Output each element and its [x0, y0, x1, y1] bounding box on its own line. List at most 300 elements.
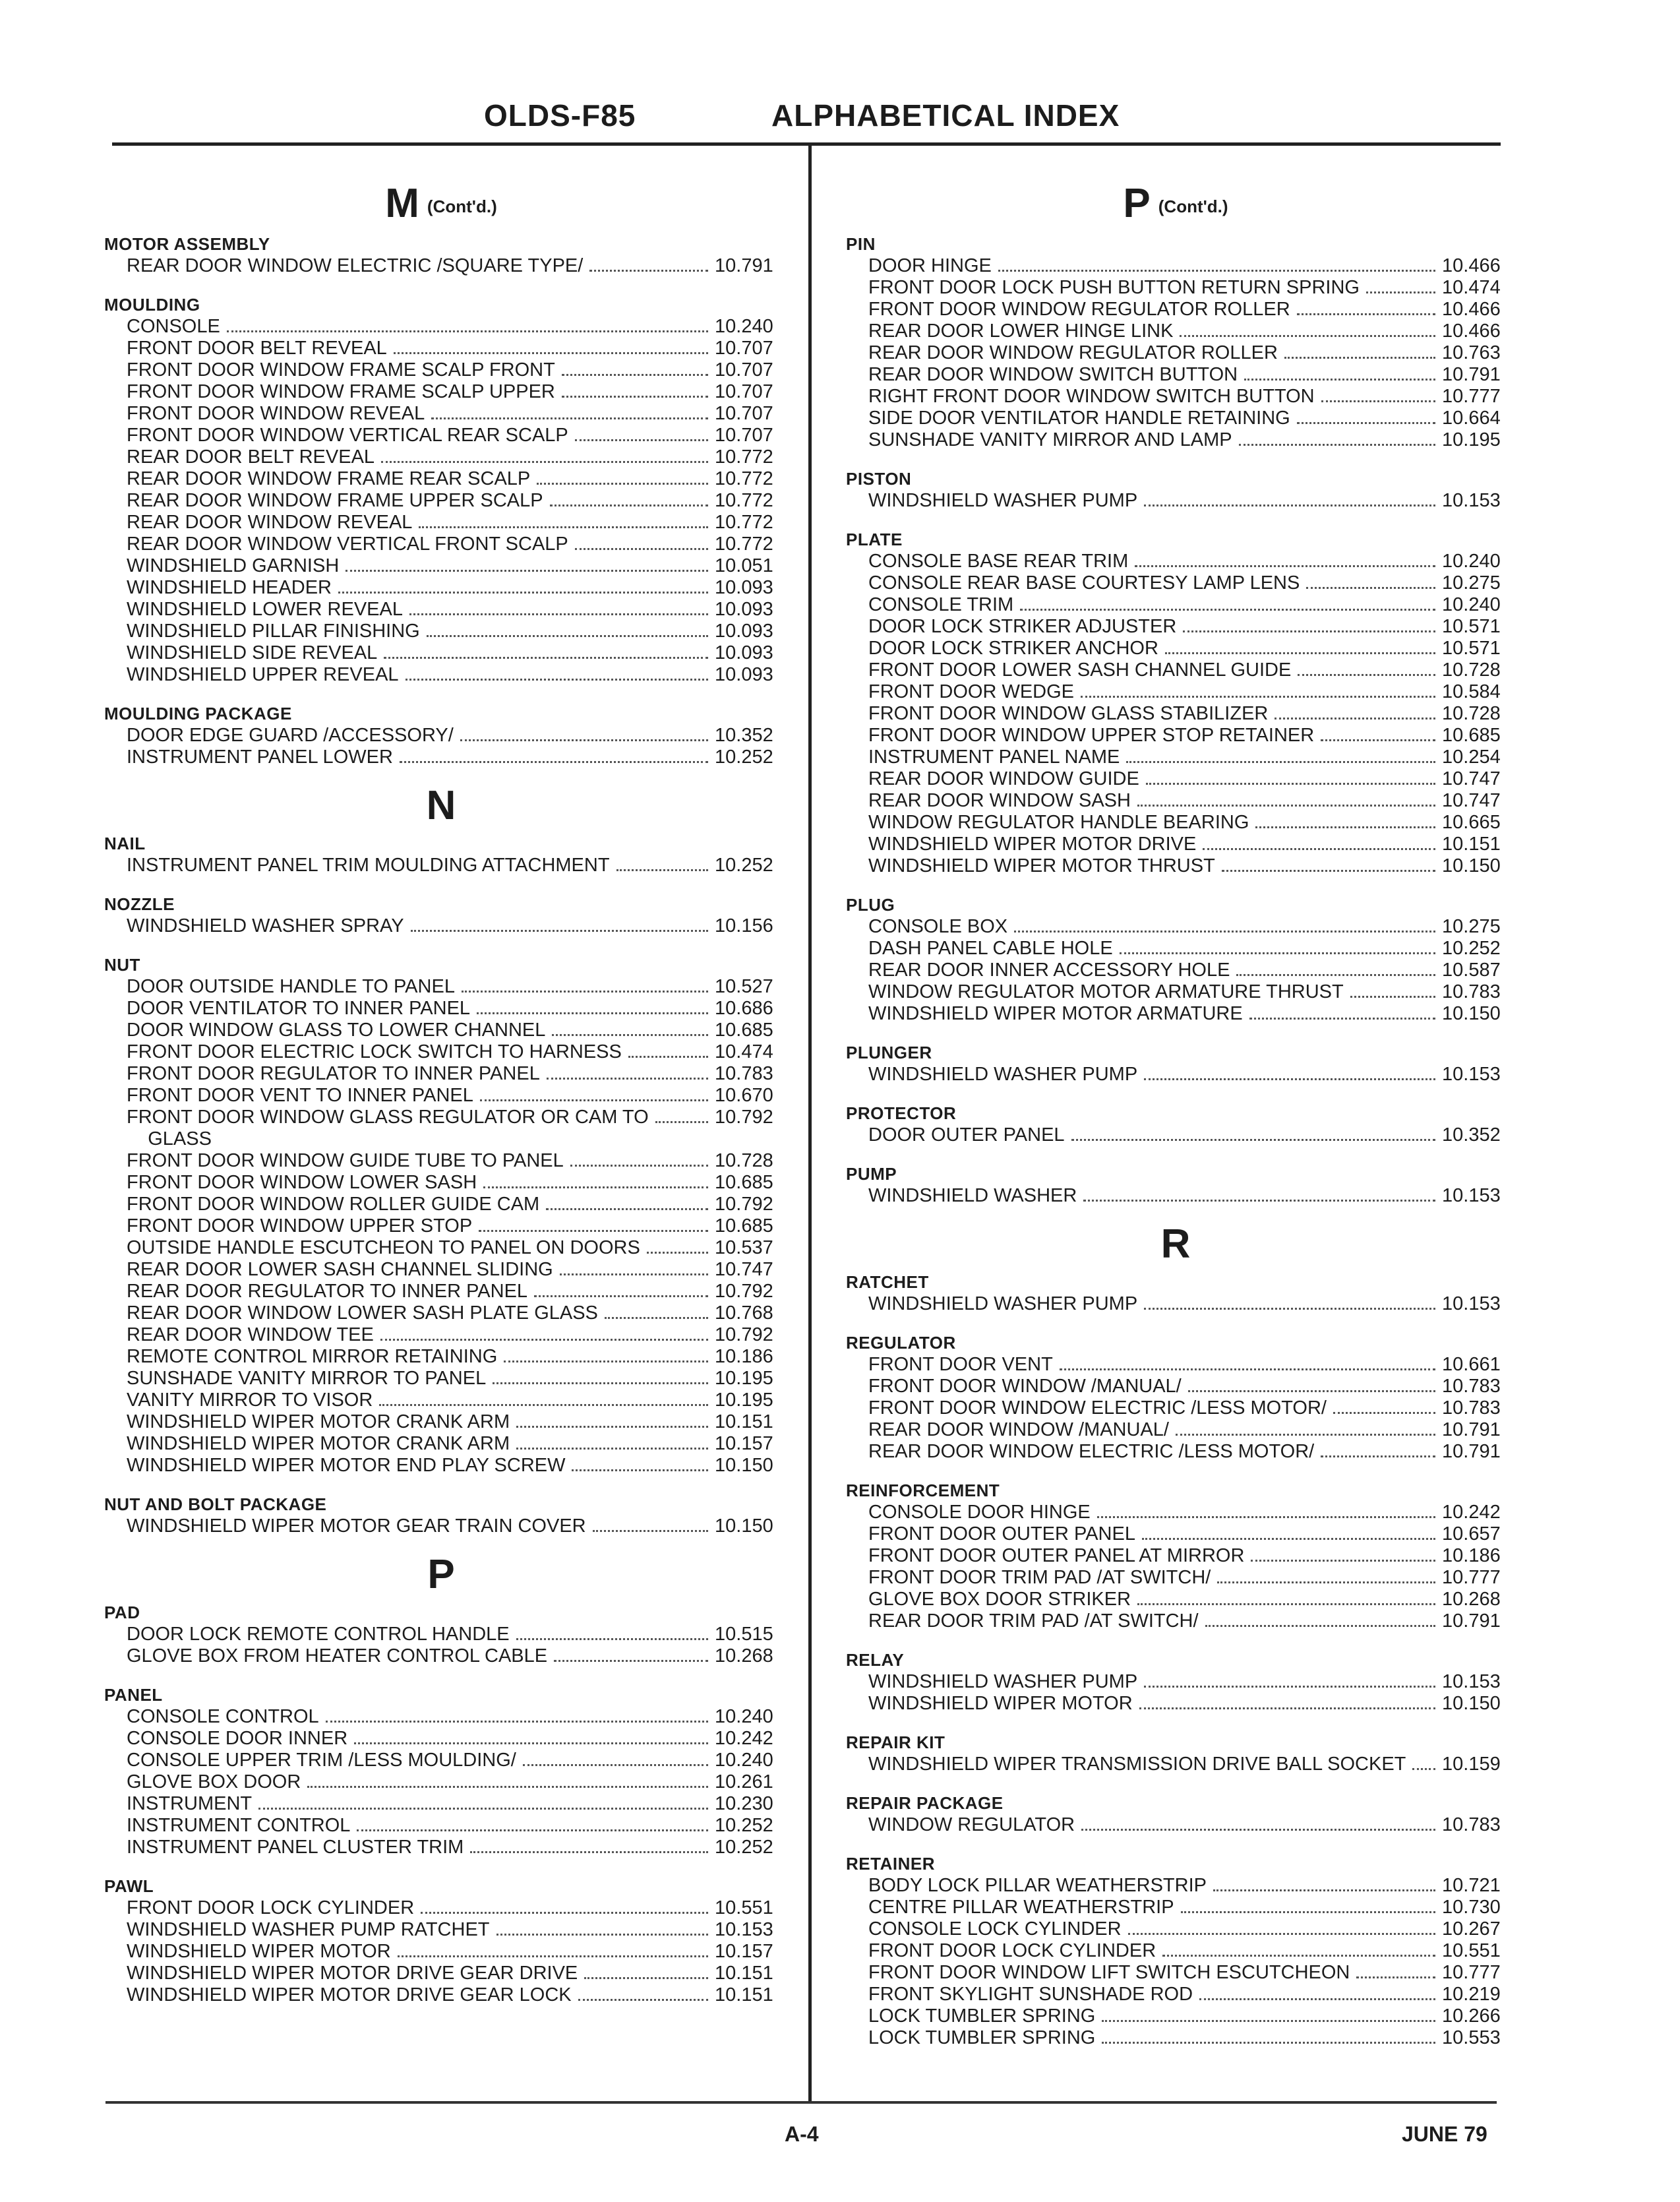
- dot-leader: [1188, 1390, 1435, 1392]
- dot-leader: [1213, 1889, 1435, 1891]
- index-group: [104, 833, 778, 876]
- entry-label: REAR DOOR LOWER SASH CHANNEL SLIDING: [127, 1258, 553, 1280]
- index-entry: [846, 1984, 1505, 2005]
- entry-page: 10.352: [1442, 1124, 1501, 1146]
- entry-label: INSTRUMENT PANEL CLUSTER TRIM: [127, 1836, 464, 1858]
- index-entry: [846, 408, 1505, 429]
- entry-label: WINDSHIELD SIDE REVEAL: [127, 642, 378, 663]
- entry-label: INSTRUMENT PANEL LOWER: [127, 746, 393, 768]
- entry-label: REAR DOOR WINDOW /MANUAL/: [868, 1419, 1169, 1440]
- entry-page: 10.783: [1442, 981, 1501, 1002]
- index-entry: [846, 981, 1505, 1003]
- index-entry: [846, 1693, 1505, 1715]
- entry-label: GLOVE BOX DOOR: [127, 1771, 301, 1792]
- entry-page: 10.728: [1442, 659, 1501, 681]
- index-entry: [104, 1837, 778, 1858]
- index-entry: [104, 855, 778, 876]
- entry-page: 10.474: [715, 1041, 773, 1062]
- index-group: [846, 1792, 1505, 1836]
- entry-label: FRONT DOOR LOCK CYLINDER: [868, 1940, 1156, 1961]
- index-entry: [104, 359, 778, 381]
- group-heading: REPAIR PACKAGE: [846, 1792, 1004, 1813]
- dot-leader: [258, 1808, 708, 1810]
- group-heading: MOULDING: [104, 294, 200, 315]
- index-entry: [104, 1390, 778, 1411]
- index-entry: [104, 338, 778, 359]
- entry-label: CONSOLE DOOR HINGE: [868, 1501, 1091, 1523]
- index-entry: [104, 998, 778, 1020]
- index-entry: [104, 316, 778, 338]
- entry-label: DOOR WINDOW GLASS TO LOWER CHANNEL: [127, 1019, 546, 1041]
- entry-page: 10.772: [715, 511, 773, 533]
- entry-label: WINDSHIELD WASHER PUMP: [868, 489, 1138, 511]
- dot-leader: [1083, 1200, 1435, 1202]
- entry-label: FRONT DOOR WINDOW LIFT SWITCH ESCUTCHEON: [868, 1961, 1350, 1983]
- group-heading: REPAIR KIT: [846, 1732, 945, 1752]
- footer-rule: [105, 2101, 1497, 2104]
- entry-label: FRONT DOOR WEDGE: [868, 681, 1075, 702]
- dot-leader: [411, 930, 708, 932]
- dot-leader: [1222, 870, 1435, 872]
- entry-label: REAR DOOR WINDOW GUIDE: [868, 768, 1139, 789]
- entry-label: INSTRUMENT PANEL NAME: [868, 746, 1120, 768]
- dot-leader: [1102, 2020, 1435, 2022]
- group-heading: PAWL: [104, 1876, 154, 1896]
- entry-label: CONSOLE DOOR INNER: [127, 1727, 348, 1749]
- entry-page: 10.151: [715, 1962, 773, 1984]
- dot-leader: [1297, 313, 1435, 315]
- index-entry: [846, 638, 1505, 659]
- entry-page: 10.515: [715, 1623, 773, 1645]
- entry-label: FRONT DOOR WINDOW FRAME SCALP UPPER: [127, 381, 555, 402]
- dot-leader: [560, 1273, 708, 1275]
- index-entry: [846, 1376, 1505, 1397]
- entry-page: 10.151: [715, 1984, 773, 2005]
- dot-leader: [605, 1317, 708, 1319]
- index-entry: [104, 577, 778, 599]
- index-entry: [846, 1814, 1505, 1836]
- dot-leader: [516, 1448, 708, 1450]
- index-entry: [104, 381, 778, 403]
- dot-leader: [357, 1829, 708, 1831]
- dot-leader: [398, 1955, 708, 1957]
- entry-page: 10.150: [1442, 1002, 1501, 1024]
- entry-label: REAR DOOR WINDOW FRAME UPPER SCALP: [127, 489, 543, 511]
- dot-leader: [427, 635, 708, 637]
- entry-page: 10.670: [715, 1084, 773, 1106]
- index-entry: [104, 555, 778, 577]
- index-entry: [846, 1918, 1505, 1940]
- entry-page: 10.153: [1442, 1063, 1501, 1085]
- index-group: [846, 1042, 1505, 1086]
- header-rule: [112, 142, 1501, 146]
- entry-page: 10.195: [715, 1389, 773, 1411]
- index-entry: [846, 703, 1505, 725]
- group-heading: REGULATOR: [846, 1332, 956, 1353]
- entry-label: CONSOLE REAR BASE COURTESY LAMP LENS: [868, 572, 1300, 594]
- index-entry: [104, 1237, 778, 1259]
- page-number: A-4: [785, 2122, 819, 2146]
- footer-date: JUNE 79: [1402, 2122, 1487, 2146]
- entry-label: FRONT DOOR OUTER PANEL AT MIRROR: [868, 1544, 1245, 1566]
- entry-page: 10.150: [1442, 1692, 1501, 1714]
- index-entry: [846, 1875, 1505, 1897]
- entry-page: 10.254: [1442, 746, 1501, 768]
- entry-label: REAR DOOR WINDOW TEE: [127, 1324, 374, 1345]
- entry-page: 10.153: [1442, 1670, 1501, 1692]
- index-entry: [104, 1150, 778, 1172]
- index-group: [846, 1271, 1505, 1315]
- index-group: [104, 894, 778, 937]
- entry-page: 10.242: [1442, 1501, 1501, 1523]
- dot-leader: [1284, 357, 1435, 359]
- entry-label: WINDSHIELD PILLAR FINISHING: [127, 620, 420, 642]
- index-entry: [104, 976, 778, 998]
- entry-label: REAR DOOR WINDOW ELECTRIC /SQUARE TYPE/: [127, 255, 584, 276]
- entry-label: DASH PANEL CABLE HOLE: [868, 937, 1113, 959]
- entry-page: 10.240: [715, 1749, 773, 1771]
- dot-leader: [1142, 1538, 1435, 1540]
- dot-leader: [1321, 1455, 1435, 1457]
- entry-label: DOOR HINGE: [868, 255, 992, 276]
- dot-leader: [470, 1851, 708, 1853]
- index-entry: [846, 277, 1505, 299]
- entry-page: 10.686: [715, 997, 773, 1019]
- index-entry: [104, 1624, 778, 1645]
- dot-leader: [400, 761, 708, 763]
- index-group: [104, 954, 778, 1477]
- index-entry: [104, 1041, 778, 1063]
- dot-leader: [578, 1999, 708, 2001]
- entry-page: 10.230: [715, 1792, 773, 1814]
- entry-page: 10.266: [1442, 2005, 1501, 2027]
- index-group: [846, 468, 1505, 512]
- entry-page: 10.157: [715, 1432, 773, 1454]
- entry-page: 10.707: [715, 381, 773, 402]
- entry-page: 10.150: [1442, 855, 1501, 876]
- dot-leader: [1102, 2042, 1435, 2044]
- dot-leader: [523, 1764, 708, 1766]
- dot-leader: [460, 739, 708, 741]
- group-heading: RELAY: [846, 1649, 905, 1670]
- entry-page: 10.571: [1442, 637, 1501, 659]
- entry-label: FRONT DOOR VENT: [868, 1353, 1053, 1375]
- entry-label: REAR DOOR REGULATOR TO INNER PANEL: [127, 1280, 528, 1302]
- document-title: OLDS-F85: [484, 98, 636, 133]
- dot-leader: [655, 1121, 708, 1123]
- dot-leader: [1165, 652, 1435, 654]
- entry-page: 10.240: [715, 1705, 773, 1727]
- entry-label: WINDSHIELD WIPER MOTOR CRANK ARM: [127, 1432, 510, 1454]
- entry-label: WINDSHIELD WIPER MOTOR GEAR TRAIN COVER: [127, 1515, 586, 1537]
- group-heading: PIN: [846, 233, 876, 254]
- entry-label: WINDSHIELD WIPER MOTOR DRIVE GEAR LOCK: [127, 1984, 572, 2005]
- index-entry: [846, 1567, 1505, 1589]
- index-entry: [846, 321, 1505, 342]
- entry-page: 10.728: [715, 1149, 773, 1171]
- entry-label: VANITY MIRROR TO VISOR: [127, 1389, 373, 1411]
- entry-label: SUNSHADE VANITY MIRROR TO PANEL: [127, 1367, 487, 1389]
- column-divider: [808, 144, 812, 2104]
- dot-leader: [589, 270, 708, 272]
- dot-leader: [1126, 761, 1435, 763]
- entry-label: FRONT DOOR WINDOW GLASS REGULATOR OR CAM TO GLASS: [127, 1106, 649, 1149]
- index-group: [104, 233, 778, 277]
- entry-label: REAR DOOR WINDOW ELECTRIC /LESS MOTOR/: [868, 1440, 1315, 1462]
- entry-page: 10.791: [1442, 363, 1501, 385]
- dot-leader: [354, 1742, 708, 1744]
- dot-leader: [1137, 805, 1435, 807]
- index-entry: [104, 1368, 778, 1390]
- entry-label: FRONT DOOR OUTER PANEL: [868, 1523, 1135, 1544]
- entry-label: FRONT DOOR REGULATOR TO INNER PANEL: [127, 1062, 540, 1084]
- entry-page: 10.768: [715, 1302, 773, 1324]
- entry-label: REAR DOOR WINDOW FRAME REAR SCALP: [127, 468, 531, 489]
- entry-label: WINDSHIELD WIPER MOTOR: [868, 1692, 1133, 1714]
- dot-leader: [552, 1034, 708, 1036]
- index-entry: [846, 1897, 1505, 1918]
- index-entry: [104, 1984, 778, 2006]
- entry-page: 10.783: [1442, 1375, 1501, 1397]
- entry-label: REMOTE CONTROL MIRROR RETAINING: [127, 1345, 498, 1367]
- dot-leader: [421, 1912, 708, 1914]
- entry-page: 10.685: [715, 1171, 773, 1193]
- entry-page: 10.219: [1442, 1983, 1501, 2005]
- entry-label: WINDOW REGULATOR HANDLE BEARING: [868, 811, 1249, 833]
- entry-label: WINDSHIELD LOWER REVEAL: [127, 598, 403, 620]
- dot-leader: [1205, 1625, 1435, 1627]
- entry-page: 10.730: [1442, 1896, 1501, 1918]
- index-entry: [846, 490, 1505, 512]
- section-letter-text: N: [426, 782, 456, 828]
- entry-label: FRONT DOOR LOWER SASH CHANNEL GUIDE: [868, 659, 1292, 681]
- index-entry: [104, 747, 778, 768]
- dot-leader: [1239, 444, 1435, 446]
- dot-leader: [1128, 1933, 1435, 1935]
- entry-label: FRONT DOOR ELECTRIC LOCK SWITCH TO HARNESS: [127, 1041, 622, 1062]
- entry-label: CONSOLE TRIM: [868, 594, 1014, 615]
- index-entry: [846, 790, 1505, 812]
- entry-label: GLOVE BOX FROM HEATER CONTROL CABLE: [127, 1645, 548, 1667]
- index-entry: [846, 681, 1505, 703]
- index-group: [846, 1732, 1505, 1775]
- dot-leader: [575, 548, 708, 550]
- index-entry: [104, 1194, 778, 1215]
- entry-page: 10.240: [1442, 550, 1501, 572]
- entry-page: 10.153: [1442, 489, 1501, 511]
- index-group: [104, 294, 778, 686]
- index-entry: [846, 342, 1505, 364]
- index-entry: [104, 915, 778, 937]
- index-entry: [104, 1706, 778, 1728]
- entry-page: 10.664: [1442, 407, 1501, 429]
- index-entry: [104, 1063, 778, 1085]
- index-entry: [846, 768, 1505, 790]
- group-heading: PAD: [104, 1602, 140, 1622]
- index-group: [846, 1480, 1505, 1632]
- index-entry: [846, 386, 1505, 408]
- index-entry: [846, 1940, 1505, 1962]
- index-entry: [846, 1185, 1505, 1207]
- dot-leader: [1144, 1686, 1435, 1688]
- dot-leader: [1020, 609, 1435, 611]
- index-entry: [846, 2005, 1505, 2027]
- dot-leader: [419, 526, 708, 528]
- index-entry: [104, 1433, 778, 1455]
- entry-label: WINDSHIELD WIPER MOTOR DRIVE: [868, 833, 1197, 855]
- group-heading: MOTOR ASSEMBLY: [104, 233, 270, 254]
- entry-page: 10.707: [715, 359, 773, 381]
- entry-page: 10.792: [715, 1280, 773, 1302]
- entry-page: 10.772: [715, 489, 773, 511]
- entry-page: 10.466: [1442, 255, 1501, 276]
- section-letter: [846, 183, 1505, 227]
- entry-page: 10.240: [715, 315, 773, 337]
- entry-label: DOOR LOCK STRIKER ADJUSTER: [868, 615, 1177, 637]
- dot-leader: [1137, 1603, 1435, 1605]
- entry-label: REAR DOOR TRIM PAD /AT SWITCH/: [868, 1610, 1199, 1632]
- dot-leader: [1144, 1308, 1435, 1310]
- entry-page: 10.707: [715, 337, 773, 359]
- entry-page: 10.791: [1442, 1610, 1501, 1632]
- index-group: [846, 1649, 1505, 1715]
- group-heading: NAIL: [104, 833, 146, 853]
- entry-label: FRONT DOOR LOCK CYLINDER: [127, 1897, 415, 1918]
- entry-page: 10.150: [715, 1515, 773, 1537]
- entry-page: 10.275: [1442, 915, 1501, 937]
- index-group: [104, 1684, 778, 1858]
- entry-label: WINDSHIELD WASHER PUMP: [868, 1670, 1138, 1692]
- dot-leader: [345, 570, 708, 572]
- entry-label: REAR DOOR INNER ACCESSORY HOLE: [868, 959, 1230, 981]
- index-group: [104, 1602, 778, 1667]
- entry-label: INSTRUMENT PANEL TRIM MOULDING ATTACHMENT: [127, 854, 610, 876]
- entry-page: 10.093: [715, 576, 773, 598]
- entry-label: FRONT DOOR VENT TO INNER PANEL: [127, 1084, 473, 1106]
- index-title: ALPHABETICAL INDEX: [771, 98, 1120, 133]
- entry-label: FRONT SKYLIGHT SUNSHADE ROD: [868, 1983, 1193, 2005]
- dot-leader: [1244, 379, 1435, 381]
- index-entry: [846, 1064, 1505, 1086]
- index-group: [104, 703, 778, 768]
- group-heading: PUMP: [846, 1163, 897, 1184]
- entry-page: 10.268: [715, 1645, 773, 1667]
- dot-leader: [1135, 565, 1435, 567]
- dot-leader: [405, 679, 708, 681]
- entry-page: 10.352: [715, 724, 773, 746]
- entry-label: CONSOLE LOCK CYLINDER: [868, 1918, 1122, 1940]
- index-entry: [846, 834, 1505, 855]
- dot-leader: [504, 1361, 708, 1362]
- group-heading: MOULDING PACKAGE: [104, 703, 292, 723]
- group-heading: PISTON: [846, 468, 912, 489]
- entry-label: REAR DOOR WINDOW REGULATOR ROLLER: [868, 342, 1278, 363]
- dot-leader: [483, 1186, 708, 1188]
- entry-page: 10.252: [715, 1836, 773, 1858]
- entry-page: 10.747: [715, 1258, 773, 1280]
- entry-label: FRONT DOOR TRIM PAD /AT SWITCH/: [868, 1566, 1211, 1588]
- entry-label: DOOR OUTER PANEL: [868, 1124, 1065, 1146]
- index-entry: [104, 1346, 778, 1368]
- dot-leader: [1333, 1412, 1435, 1414]
- index-entry: [846, 1354, 1505, 1376]
- dot-leader: [479, 1230, 708, 1232]
- index-entry: [846, 594, 1505, 616]
- entry-label: WINDSHIELD WIPER MOTOR THRUST: [868, 855, 1215, 876]
- group-heading: PLUNGER: [846, 1042, 932, 1062]
- index-entry: [104, 1324, 778, 1346]
- entry-label: FRONT DOOR WINDOW GLASS STABILIZER: [868, 702, 1269, 724]
- index-group: [846, 1853, 1505, 2049]
- entry-page: 10.685: [715, 1019, 773, 1041]
- index-entry: [104, 1793, 778, 1815]
- index-entry: [104, 534, 778, 555]
- entry-page: 10.474: [1442, 276, 1501, 298]
- dot-leader: [1181, 1911, 1435, 1913]
- dot-leader: [1255, 826, 1435, 828]
- index-entry: [104, 1455, 778, 1477]
- entry-page: 10.093: [715, 663, 773, 685]
- index-group: [846, 233, 1505, 451]
- index-entry: [104, 512, 778, 534]
- dot-leader: [477, 1012, 708, 1014]
- dot-leader: [1217, 1581, 1435, 1583]
- entry-page: 10.157: [715, 1940, 773, 1962]
- index-entry: [104, 642, 778, 664]
- dot-leader: [537, 483, 708, 485]
- group-heading: RATCHET: [846, 1271, 929, 1292]
- index-entry: [104, 1107, 778, 1150]
- entry-label: FRONT DOOR WINDOW FRAME SCALP FRONT: [127, 359, 555, 381]
- section-letter: [104, 1551, 778, 1597]
- dot-leader: [1356, 1976, 1435, 1978]
- entry-label: WINDSHIELD WIPER MOTOR CRANK ARM: [127, 1411, 510, 1432]
- entry-page: 10.252: [715, 854, 773, 876]
- index-entry: [846, 1754, 1505, 1775]
- entry-label: LOCK TUMBLER SPRING: [868, 2005, 1096, 2027]
- index-entry: [846, 1397, 1505, 1419]
- index-entry: [846, 1293, 1505, 1315]
- index-entry: [104, 1963, 778, 1984]
- entry-page: 10.261: [715, 1771, 773, 1792]
- entry-page: 10.275: [1442, 572, 1501, 594]
- index-entry: [846, 916, 1505, 938]
- entry-page: 10.763: [1442, 342, 1501, 363]
- entry-label: CONSOLE UPPER TRIM /LESS MOULDING/: [127, 1749, 516, 1771]
- index-entry: [104, 1215, 778, 1237]
- entry-label: INSTRUMENT: [127, 1792, 253, 1814]
- index-entry: [846, 855, 1505, 877]
- entry-label: FRONT DOOR WINDOW REGULATOR ROLLER: [868, 298, 1290, 320]
- entry-page: 10.728: [1442, 702, 1501, 724]
- entry-page: 10.791: [1442, 1419, 1501, 1440]
- entry-label: REAR DOOR WINDOW SASH: [868, 789, 1131, 811]
- dot-leader: [1199, 1998, 1435, 2000]
- entry-label: WINDOW REGULATOR MOTOR ARMATURE THRUST: [868, 981, 1344, 1002]
- dot-leader: [1176, 1434, 1435, 1436]
- entry-page: 10.707: [715, 424, 773, 446]
- entry-label: WINDSHIELD WIPER MOTOR DRIVE GEAR DRIVE: [127, 1962, 578, 1984]
- index-entry: [846, 725, 1505, 747]
- dot-leader: [1275, 718, 1435, 719]
- index-entry: [846, 1589, 1505, 1610]
- entry-page: 10.553: [1442, 2027, 1501, 2048]
- section-letter: [104, 782, 778, 828]
- index-entry: [104, 255, 778, 277]
- entry-page: 10.792: [715, 1324, 773, 1345]
- group-heading: PROTECTOR: [846, 1103, 957, 1123]
- entry-page: 10.587: [1442, 959, 1501, 981]
